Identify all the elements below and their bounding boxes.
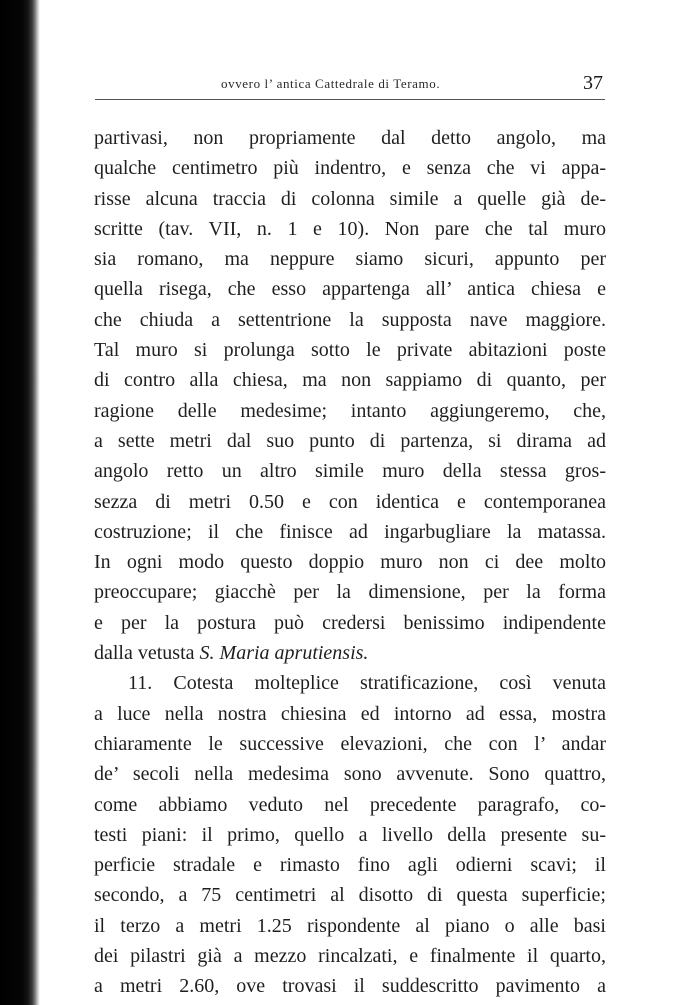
text-line: qualche centimetro più indentro, e senza che vi appa- [94, 157, 606, 180]
text-line: a sette metri dal suo punto di partenza, si dirama ad [94, 429, 606, 452]
text-line: 11. Cotesta molteplice stratificazione, così venuta [128, 672, 606, 695]
text-line: sezza di metri 0.50 e con identica e contemporanea [94, 490, 606, 513]
text-line: testi piani: il primo, quello a livello della presente su- [94, 823, 606, 846]
text-line: ragione delle medesime; intanto aggiungeremo, che, [94, 399, 606, 422]
text-line: partivasi, non propriamente dal detto angolo, ma [94, 127, 606, 149]
text-line: il terzo a metri 1.25 rispondente al piano o alle basi [94, 914, 606, 937]
text-line: risse alcuna traccia di colonna simile a quelle già de- [94, 187, 606, 210]
paragraph-1 [94, 123, 606, 668]
paragraph-2 [94, 668, 606, 1001]
text-line: a metri 2.60, ove trovasi il suddescritto pavimento a [94, 975, 606, 998]
text-line: e per la postura può credersi benissimo indipendente [94, 611, 606, 634]
text-line: sia romano, ma neppure siamo sicuri, appunto per [94, 248, 606, 271]
text-line: perficie stradale e rimasto fino agli odierni scavi; il [94, 854, 606, 877]
text-line: di contro alla chiesa, ma non sappiamo di quanto, per [94, 369, 606, 392]
text-line: preoccupare; giacchè per la dimensione, per la forma [94, 581, 606, 604]
text-line: Tal muro si prolunga sotto le private abitazioni poste [94, 339, 606, 362]
page-number: 37 [583, 72, 603, 94]
text-line: a luce nella nostra chiesina ed intorno ad essa, mostra [94, 702, 606, 725]
body-text [94, 123, 606, 1002]
text-line: de’ secoli nella medesima sono avvenute. Sono quattro, [94, 763, 606, 786]
text-line: angolo retto un altro simile muro della stessa gros- [94, 460, 606, 483]
page-header [95, 72, 607, 98]
text-line: dei pilastri già a mezzo rincalzati, e finalmente il quarto, [94, 945, 606, 968]
text-line: scritte (tav. VII, n. 1 e 10). Non pare che tal muro [94, 217, 606, 240]
header-rule [95, 99, 605, 100]
text-line-last [94, 638, 606, 668]
text-line: chiaramente le successive elevazioni, che con l’ andar [94, 732, 606, 755]
text-line: quella risega, che esso appartenga all’ antica chiesa e [94, 278, 606, 301]
text-prefix: dalla vetusta [94, 642, 200, 665]
text-line: costruzione; il che finisce ad ingarbugliare la matassa. [94, 520, 606, 543]
book-binding-shadow [0, 0, 40, 1005]
text-line: In ogni modo questo doppio muro non ci dee molto [94, 551, 606, 574]
text-line: come abbiamo veduto nel precedente paragrafo, co- [94, 793, 606, 816]
running-title: ovvero l’ antica Cattedrale di Teramo. [221, 76, 441, 91]
text-line: che chiuda a settentrione la supposta nave maggiore. [94, 308, 606, 331]
text-line: secondo, a 75 centimetri al disotto di questa superficie; [94, 884, 606, 907]
italic-name: S. Maria aprutiensis. [199, 642, 369, 665]
